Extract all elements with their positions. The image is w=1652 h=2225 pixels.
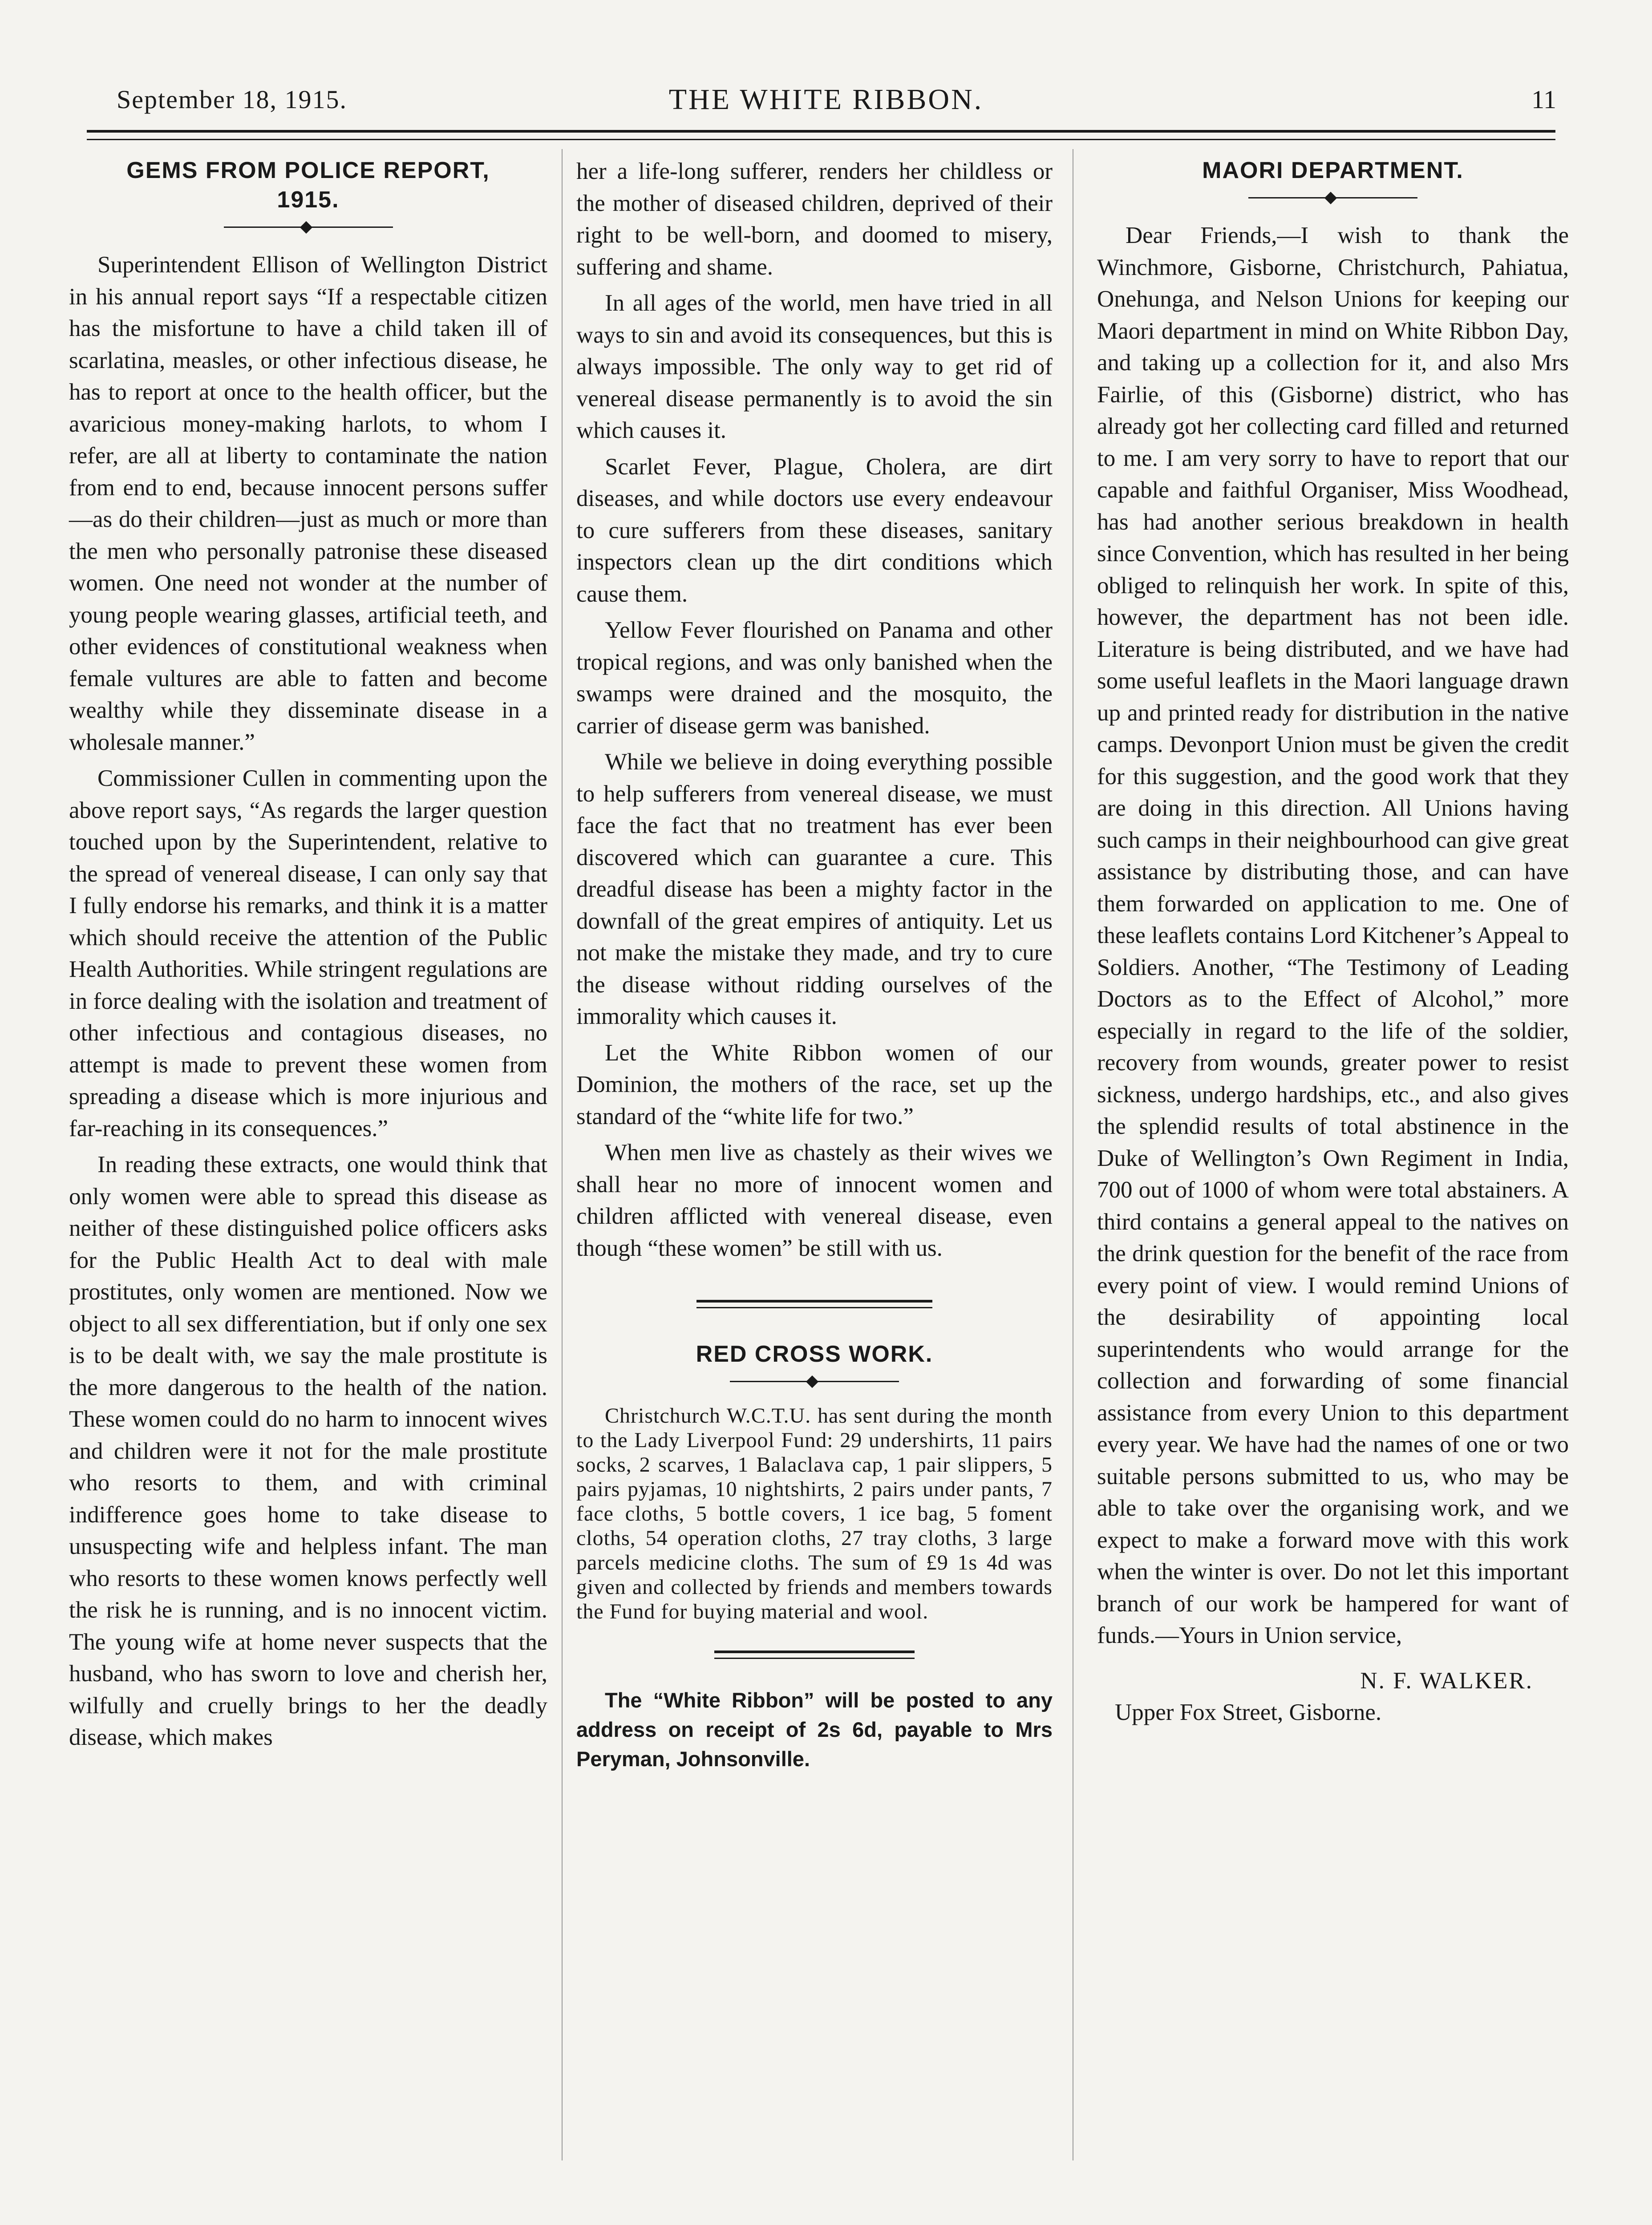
column-rule: [562, 149, 563, 2160]
body-paragraph: Let the White Ribbon women of our Dominion, the mothers of the race, set up the standard of the “white life for two.”: [576, 1040, 1053, 1129]
header-rule: [87, 130, 1555, 140]
gems-title-line1: GEMS FROM POLICE REPORT,: [126, 158, 490, 183]
body-paragraph: While we believe in doing everything possible to help sufferers from venereal disease, we must face the fact that no treatment has ever been discovered which can guarantee a cure. This dreadful disease has been a mighty factor in the downfall of the great empires of antiquity. Let us not make the mistake they made, and try to cure the disease without ridding ourselves of the immorality which causes it.: [576, 749, 1053, 1029]
column-maori: [1097, 156, 1569, 1729]
issue-date: September 18, 1915.: [117, 85, 348, 114]
body-paragraph: In all ages of the world, men have tried in all ways to sin and avoid its consequences, but this is always impossible. The only way to get rid of venereal disease permanently is to avoid the sin which causes it.: [576, 290, 1053, 443]
gems-title: [69, 156, 547, 214]
notice-text: The “White Ribbon” will be posted to any address on receipt of 2s 6d, payable to Mrs Peryman, Johnsonville.: [576, 1688, 1053, 1771]
maori-title: MAORI DEPARTMENT.: [1202, 158, 1464, 183]
signature-name: N. F. WALKER.: [1360, 1667, 1533, 1694]
gems-paragraph: Commissioner Cullen in commenting upon the above report says, “As regards the larger question touched upon by the Superintendent, relative to the spread of venereal disease, I can only say that I fully endorse his remarks, and think it is a matter which should receive the attention of the Public Health Authorities. While stringent regulations are in force dealing with the isolation and treatment of other infectious and contagious diseases, no attempt is made to prevent these women from spreading a disease which is more injurious and far-reaching in its consequences.”: [69, 765, 547, 1141]
continued-paragraph: her a life-long sufferer, renders her childless or the mother of diseased children, deprived of their right to be well-born, and doomed to misery, suffering and shame.: [576, 158, 1053, 280]
body-paragraph: Yellow Fever flourished on Panama and other tropical regions, and was only banished when the swamps were drained and the mosquito, the carrier of disease germ was banished.: [576, 617, 1053, 739]
body-paragraph: Scarlet Fever, Plague, Cholera, are dirt diseases, and while doctors use every endeavour to cure sufferers from these diseases, sanitary inspectors clean up the dirt conditions which cause them.: [576, 453, 1053, 607]
ornament-rule: [730, 1377, 899, 1386]
column-gems: [69, 156, 547, 1754]
column-middle: [576, 156, 1053, 1774]
gems-paragraph: Superintendent Ellison of Wellington District in his annual report says “If a respectable citizen has the misfortune to have a child taken ill of scarlatina, measles, or other infectious disease, he has to report at once to the health officer, but the avaricious money-making harlots, to whom I refer, are all at liberty to contaminate the nation from end to end, because innocent persons suffer—as do their children—just as much or more than the men who personally patronise these diseased women. One need not wonder at the number of young people wearing glasses, artificial teeth, and other evidences of constitutional weakness when female vultures are able to fatten and become wealthy while they disseminate disease in a wholesale manner.”: [69, 252, 547, 755]
ornament-rule: [224, 222, 393, 231]
gems-paragraph: In reading these extracts, one would think that only women were able to spread this disease as neither of these distinguished police officers asks for the Public Health Act to deal with male prostitutes, only women are mentioned. Now we object to all sex differentiation, but if only one sex is to be dealt with, we say the male prostitute is the more dangerous to the health of the nation. These women could do no harm to innocent wives and children were it not for the male prostitute who resorts to them, and with criminal indifference goes home to take disease to unsuspecting wife and helpless infant. The man who resorts to these women knows perfectly well the risk he is running, and is no innocent victim. The young wife at home never suspects that the husband, who has sworn to love and cherish her, wilfully and cruelly brings to her the deadly disease, which makes: [69, 1152, 547, 1750]
ornament-rule: [1248, 193, 1417, 202]
subscription-notice: [576, 1686, 1053, 1774]
red-cross-section: [576, 1404, 1053, 1624]
signature-address: Upper Fox Street, Gisborne.: [1115, 1699, 1382, 1725]
red-cross-title: RED CROSS WORK.: [696, 1341, 933, 1367]
publication-title: THE WHITE RIBBON.: [668, 83, 984, 116]
gems-title-line2: 1915.: [277, 187, 340, 213]
red-cross-paragraph: Christchurch W.C.T.U. has sent during the month to the Lady Liverpool Fund: 29 undershirts, 11 pairs socks, 2 scarves, 1 Balaclava cap, 1 pair slippers, 5 pairs pyjamas, 10 nightshirts, 2 pairs under pants, 7 face cloths, 5 bottle covers, 1 ice bag, 5 foment cloths, 54 operation cloths, 27 tray cloths, 3 large parcels medicine cloths. The sum of £9 1s 4d was given and collected by friends and members towards the Fund for buying material and wool.: [576, 1404, 1053, 1623]
body-paragraph: When men live as chastely as their wives we shall hear no more of innocent women and children afflicted with venereal disease, even though “these women” be still with us.: [576, 1140, 1053, 1261]
section-divider: [714, 1651, 915, 1659]
maori-paragraph: Dear Friends,—I wish to thank the Winchmore, Gisborne, Christchurch, Pahiatua, Onehunga, and Nelson Unions for keeping our Maori department in mind on White Ribbon Day, and taking up a collection for it, and also Mrs Fairlie, of this (Gisborne) district, who has already got her collecting card filled and returned to me. I am very sorry to have to report that our capable and faithful Organiser, Miss Woodhead, has had another serious breakdown in health since Convention, which has resulted in her being obliged to relinquish her work. In spite of this, however, the department has not been idle. Literature is being distributed, and we have had some useful leaflets in the Maori language drawn up and printed ready for distribution in the native camps. Devonport Union must be given the credit for this suggestion, and the good work that they are doing in this direction. All Unions having such camps in their neighbourhood can give great assistance by distributing those, and can have them forwarded on application to me. One of these leaflets contains Lord Kitchener’s Appeal to Soldiers. Another, “The Testimony of Leading Doctors as to the Effect of Alcohol,” more especially in regard to the life of the soldier, recovery from wounds, greater power to resist sickness, undergo hardships, etc., and also gives the splendid results of total abstinence in the Duke of Wellington’s Own Regiment in India, 700 out of 1000 of whom were total abstainers. A third contains a general appeal to the natives on the drink question for the benefit of the race from every point of view. I would remind Unions of the desirability of appointing local superintendents who would arrange for the collection and forwarding of some financial assistance from every Union to this department every year. We have had the names of one or two suitable persons submitted to us, who may be able to take over the organising work, and we expect to make a forward move with this work when the winter is over. Do not let this important branch of our work be hampered for want of funds.—Yours in Union service,: [1097, 222, 1569, 1648]
page-number: 11: [1531, 85, 1556, 114]
section-divider: [696, 1300, 932, 1308]
page-header: [0, 67, 1652, 116]
